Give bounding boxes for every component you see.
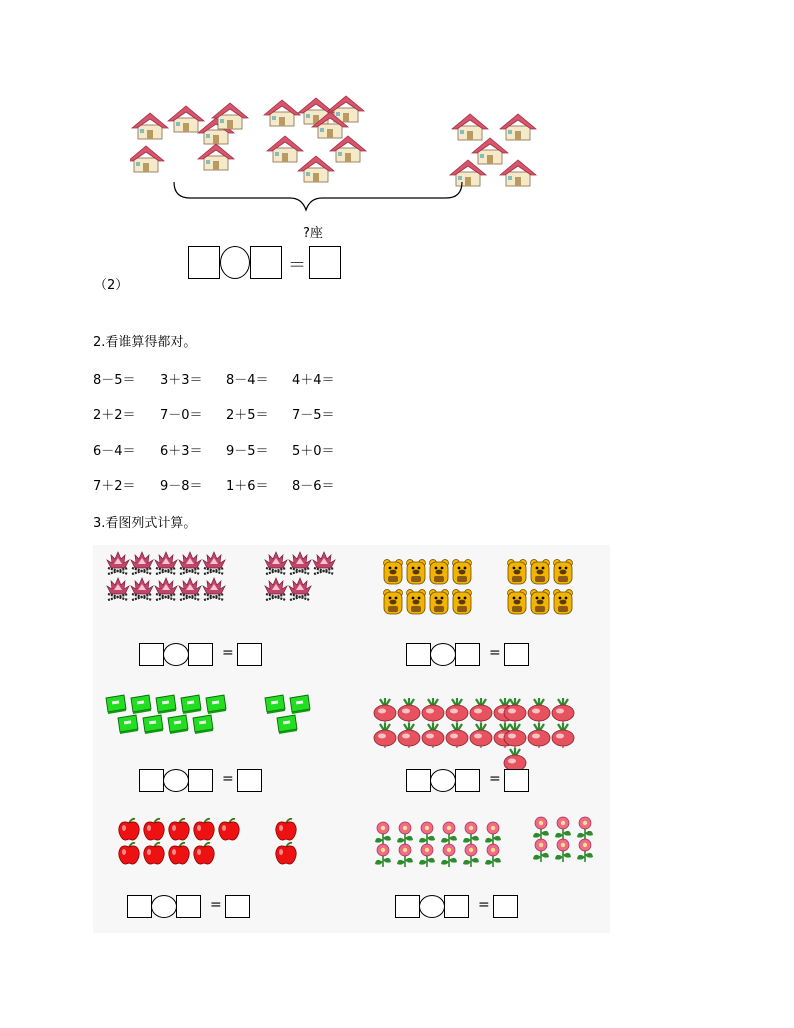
arith-item: 5＋0＝ xyxy=(292,444,335,459)
houses-svg xyxy=(130,90,550,215)
arith-item: 9－8＝ xyxy=(160,479,203,494)
radish-icon xyxy=(550,722,576,752)
house-icon xyxy=(500,160,536,186)
equals-sign: = xyxy=(222,645,234,661)
equals-sign: = xyxy=(222,771,234,787)
radish-icon xyxy=(396,722,422,752)
bear-icon xyxy=(529,588,551,620)
radish-icon xyxy=(420,722,446,752)
radish-icon xyxy=(444,722,470,752)
answer-box[interactable] xyxy=(406,643,431,666)
answer-box[interactable] xyxy=(176,895,201,918)
campfire-icon xyxy=(287,576,313,606)
operator-circle[interactable] xyxy=(430,643,456,666)
operator-circle[interactable] xyxy=(151,895,177,918)
campfire-icon xyxy=(177,576,203,606)
arith-item: 6＋3＝ xyxy=(160,444,203,459)
campfire-icon xyxy=(153,576,179,606)
apple-icon xyxy=(273,840,299,870)
flower-icon xyxy=(530,837,552,867)
radish-icon xyxy=(526,722,552,752)
answer-box[interactable] xyxy=(139,769,164,792)
equals-sign: = xyxy=(489,645,501,661)
house-icon xyxy=(132,113,168,139)
house-icon xyxy=(198,144,234,170)
operator-circle[interactable] xyxy=(430,769,456,792)
operator-circle[interactable] xyxy=(419,895,445,918)
arith-item: 7－0＝ xyxy=(160,408,203,423)
answer-box[interactable] xyxy=(188,769,213,792)
campfire-icon xyxy=(201,576,227,606)
campfire-icon xyxy=(129,576,155,606)
bear-icon xyxy=(552,558,574,590)
operator-circle[interactable] xyxy=(220,246,250,279)
flower-icon xyxy=(394,842,416,872)
bear-icon xyxy=(506,558,528,590)
answer-box[interactable] xyxy=(406,769,431,792)
answer-box[interactable] xyxy=(237,769,262,792)
arith-item: 7＋2＝ xyxy=(93,479,136,494)
answer-box[interactable] xyxy=(395,895,420,918)
house-icon xyxy=(267,136,303,162)
apple-icon xyxy=(166,840,192,870)
part-label: （2） xyxy=(94,278,129,293)
arith-item: 7－5＝ xyxy=(292,408,335,423)
arith-item: 4＋4＝ xyxy=(292,373,335,388)
arith-item: 3＋3＝ xyxy=(160,373,203,388)
equals-sign: ＝ xyxy=(288,255,306,276)
house-icon xyxy=(500,114,536,140)
bear-icon xyxy=(506,588,528,620)
bear-icon xyxy=(451,558,473,590)
book-icon xyxy=(141,714,165,738)
bear-icon xyxy=(382,588,404,620)
bear-icon xyxy=(529,558,551,590)
bear-icon xyxy=(405,588,427,620)
flower-icon xyxy=(482,842,504,872)
answer-box[interactable] xyxy=(225,895,250,918)
bear-icon xyxy=(405,558,427,590)
arith-item: 2＋2＝ xyxy=(93,408,136,423)
flower-icon xyxy=(574,837,596,867)
radish-icon xyxy=(468,722,494,752)
apple-icon xyxy=(191,840,217,870)
bear-icon xyxy=(552,588,574,620)
house-icon xyxy=(264,100,300,126)
arith-item: 9－5＝ xyxy=(226,444,269,459)
answer-box[interactable] xyxy=(493,895,518,918)
section3-heading: 3.看图列式计算。 xyxy=(93,516,197,531)
answer-box[interactable] xyxy=(188,643,213,666)
campfire-icon xyxy=(105,576,131,606)
flower-icon xyxy=(372,842,394,872)
arith-item: 8－6＝ xyxy=(292,479,335,494)
radish-icon xyxy=(372,722,398,752)
arith-item: 6－4＝ xyxy=(93,444,136,459)
operator-circle[interactable] xyxy=(163,769,189,792)
section2-heading: 2.看谁算得都对。 xyxy=(93,335,197,350)
house-icon xyxy=(298,156,334,182)
brace-line xyxy=(174,182,462,210)
flower-icon xyxy=(552,837,574,867)
apple-icon xyxy=(116,840,142,870)
campfire-icon xyxy=(311,550,337,580)
arith-item: 8－4＝ xyxy=(226,373,269,388)
bear-icon xyxy=(451,588,473,620)
answer-box[interactable] xyxy=(455,643,480,666)
apple-icon xyxy=(141,840,167,870)
bear-icon xyxy=(382,558,404,590)
flower-icon xyxy=(460,842,482,872)
answer-box[interactable] xyxy=(127,895,152,918)
operator-circle[interactable] xyxy=(163,643,189,666)
answer-box[interactable] xyxy=(237,643,262,666)
brace-label: ?座 xyxy=(303,226,323,241)
equals-sign: = xyxy=(489,771,501,787)
house-icon xyxy=(472,138,508,164)
answer-box[interactable] xyxy=(504,643,529,666)
book-icon xyxy=(166,714,190,738)
answer-box[interactable] xyxy=(250,246,282,279)
bear-icon xyxy=(428,558,450,590)
bear-icon xyxy=(428,588,450,620)
answer-box[interactable] xyxy=(444,895,469,918)
house-icon xyxy=(330,136,366,162)
answer-box[interactable] xyxy=(455,769,480,792)
book-icon xyxy=(191,714,215,738)
answer-box[interactable] xyxy=(139,643,164,666)
flower-icon xyxy=(416,842,438,872)
answer-box[interactable] xyxy=(188,246,220,279)
equals-sign: = xyxy=(478,897,490,913)
arith-item: 8－5＝ xyxy=(93,373,136,388)
house-icon xyxy=(452,114,488,140)
arith-item: 1＋6＝ xyxy=(226,479,269,494)
answer-box[interactable] xyxy=(309,246,341,279)
book-icon xyxy=(116,714,140,738)
campfire-icon xyxy=(263,576,289,606)
book-icon xyxy=(275,714,299,738)
equals-sign: = xyxy=(210,897,222,913)
houses-illustration xyxy=(130,90,550,215)
answer-box[interactable] xyxy=(504,769,529,792)
apple-icon xyxy=(216,816,242,846)
arith-item: 2＋5＝ xyxy=(226,408,269,423)
house-icon xyxy=(168,106,204,132)
house-icon xyxy=(130,146,164,172)
flower-icon xyxy=(438,842,460,872)
